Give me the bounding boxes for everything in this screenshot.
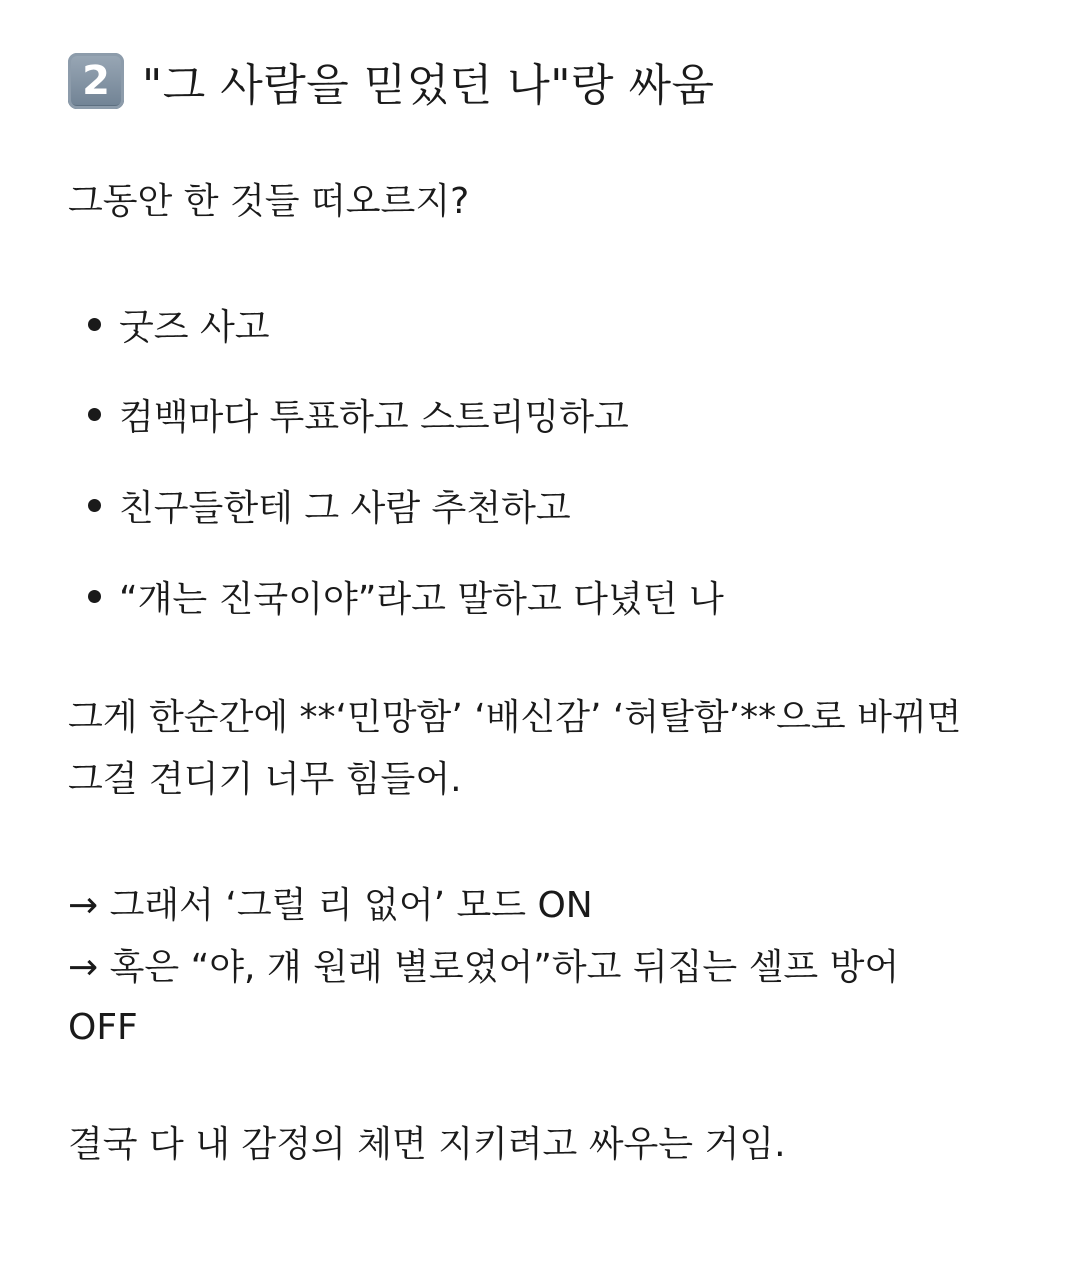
list-item bbox=[88, 389, 629, 439]
arrow-line: → 그래서 ‘그럴 리 없어’ 모드 ON bbox=[68, 885, 593, 926]
arrow-line: → 혹은 “야, 걔 원래 별로였어”하고 뒤집는 셀프 방어 bbox=[68, 947, 900, 988]
bullet-icon bbox=[88, 318, 101, 331]
list-item bbox=[88, 299, 270, 349]
list-item-text: 친구들한테 그 사람 추천하고 bbox=[119, 487, 571, 529]
conclusion-line: 결국 다 내 감정의 체면 지키려고 싸우는 거임. bbox=[68, 1124, 786, 1165]
list-item bbox=[88, 571, 724, 621]
intro-line: 그동안 한 것들 떠오르지? bbox=[68, 181, 470, 222]
list-item-text: “걔는 진국이야”라고 말하고 다녔던 나 bbox=[119, 578, 724, 620]
keycap-number-icon: 2 bbox=[68, 53, 124, 109]
bullet-icon bbox=[88, 499, 101, 512]
list-item bbox=[88, 480, 571, 530]
list-item-text: 굿즈 사고 bbox=[119, 306, 270, 348]
arrow-line: OFF bbox=[68, 1007, 138, 1048]
list-item-text: 컴백마다 투표하고 스트리밍하고 bbox=[119, 396, 629, 438]
bullet-icon bbox=[88, 590, 101, 603]
paragraph-line: 그게 한순간에 **‘민망함’ ‘배신감’ ‘허탈함’**으로 바뀌면 bbox=[68, 697, 962, 738]
section-heading bbox=[68, 52, 714, 110]
heading-text: "그 사람을 믿었던 나"랑 싸움 bbox=[142, 60, 715, 111]
paragraph-line: 그걸 견디기 너무 힘들어. bbox=[68, 759, 462, 800]
bullet-icon bbox=[88, 408, 101, 421]
